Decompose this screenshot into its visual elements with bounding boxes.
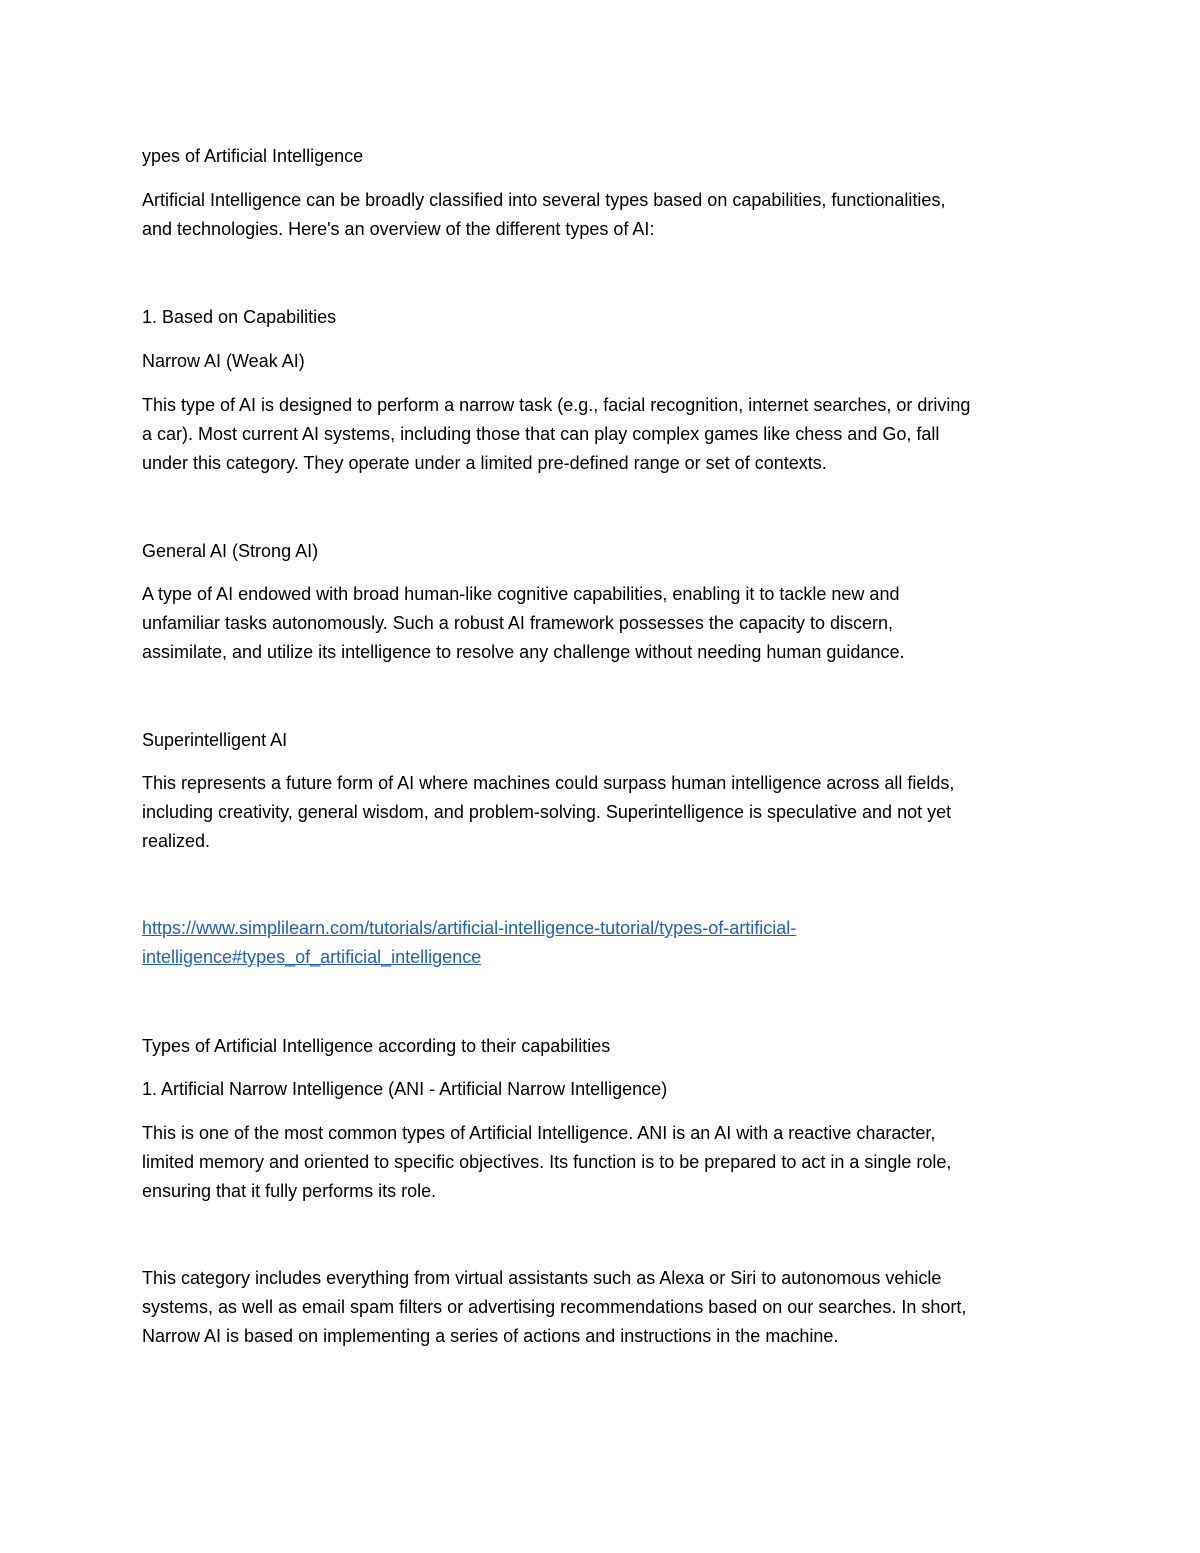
general-ai-heading: General AI (Strong AI) (142, 541, 319, 561)
section-heading-capabilities: 1. Based on Capabilities (142, 307, 337, 327)
superintelligent-ai-heading: Superintelligent AI (142, 730, 288, 750)
ani-examples-line-1: This category includes everything from virtual assistants such as Alexa or Siri to autonomous vehicle (142, 1268, 942, 1288)
ani-examples-line-3: Narrow AI is based on implementing a series of actions and instructions in the machine. (142, 1326, 839, 1346)
general-ai-line-3: assimilate, and utilize its intelligence to resolve any challenge without needing human guidance. (142, 642, 905, 662)
narrow-ai-heading: Narrow AI (Weak AI) (142, 351, 305, 371)
document-title: ypes of Artificial Intelligence (142, 146, 364, 166)
source-link-line-1[interactable]: https://www.simplilearn.com/tutorials/artificial-intelligence-tutorial/types-of-artificial- (142, 918, 797, 938)
intro-line-1: Artificial Intelligence can be broadly classified into several types based on capabilities, functionalities, (142, 190, 946, 210)
superintelligent-ai-line-2: including creativity, general wisdom, and problem-solving. Superintelligence is speculative and not yet (142, 802, 952, 822)
general-ai-line-2: unfamiliar tasks autonomously. Such a robust AI framework possesses the capacity to discern, (142, 613, 894, 633)
superintelligent-ai-line-3: realized. (142, 831, 211, 851)
ani-heading: 1. Artificial Narrow Intelligence (ANI - Artificial Narrow Intelligence) (142, 1079, 668, 1099)
general-ai-line-1: A type of AI endowed with broad human-like cognitive capabilities, enabling it to tackle new and (142, 584, 900, 604)
ani-line-2: limited memory and oriented to specific objectives. Its function is to be prepared to act in a single role, (142, 1152, 952, 1172)
ani-examples-line-2: systems, as well as email spam filters or advertising recommendations based on our searches. In short, (142, 1297, 967, 1317)
capabilities-heading: Types of Artificial Intelligence according to their capabilities (142, 1036, 611, 1056)
ani-line-1: This is one of the most common types of Artificial Intelligence. ANI is an AI with a reactive character, (142, 1123, 936, 1143)
narrow-ai-line-3: under this category. They operate under a limited pre-defined range or set of contexts. (142, 453, 827, 473)
source-link-line-2[interactable]: intelligence#types_of_artificial_intelligence (142, 947, 482, 967)
ani-line-3: ensuring that it fully performs its role. (142, 1181, 437, 1201)
superintelligent-ai-line-1: This represents a future form of AI where machines could surpass human intelligence across all fields, (142, 773, 955, 793)
narrow-ai-line-1: This type of AI is designed to perform a narrow task (e.g., facial recognition, internet searches, or driving (142, 395, 971, 415)
intro-line-2: and technologies. Here's an overview of the different types of AI: (142, 219, 655, 239)
narrow-ai-line-2: a car). Most current AI systems, including those that can play complex games like chess and Go, fall (142, 424, 940, 444)
